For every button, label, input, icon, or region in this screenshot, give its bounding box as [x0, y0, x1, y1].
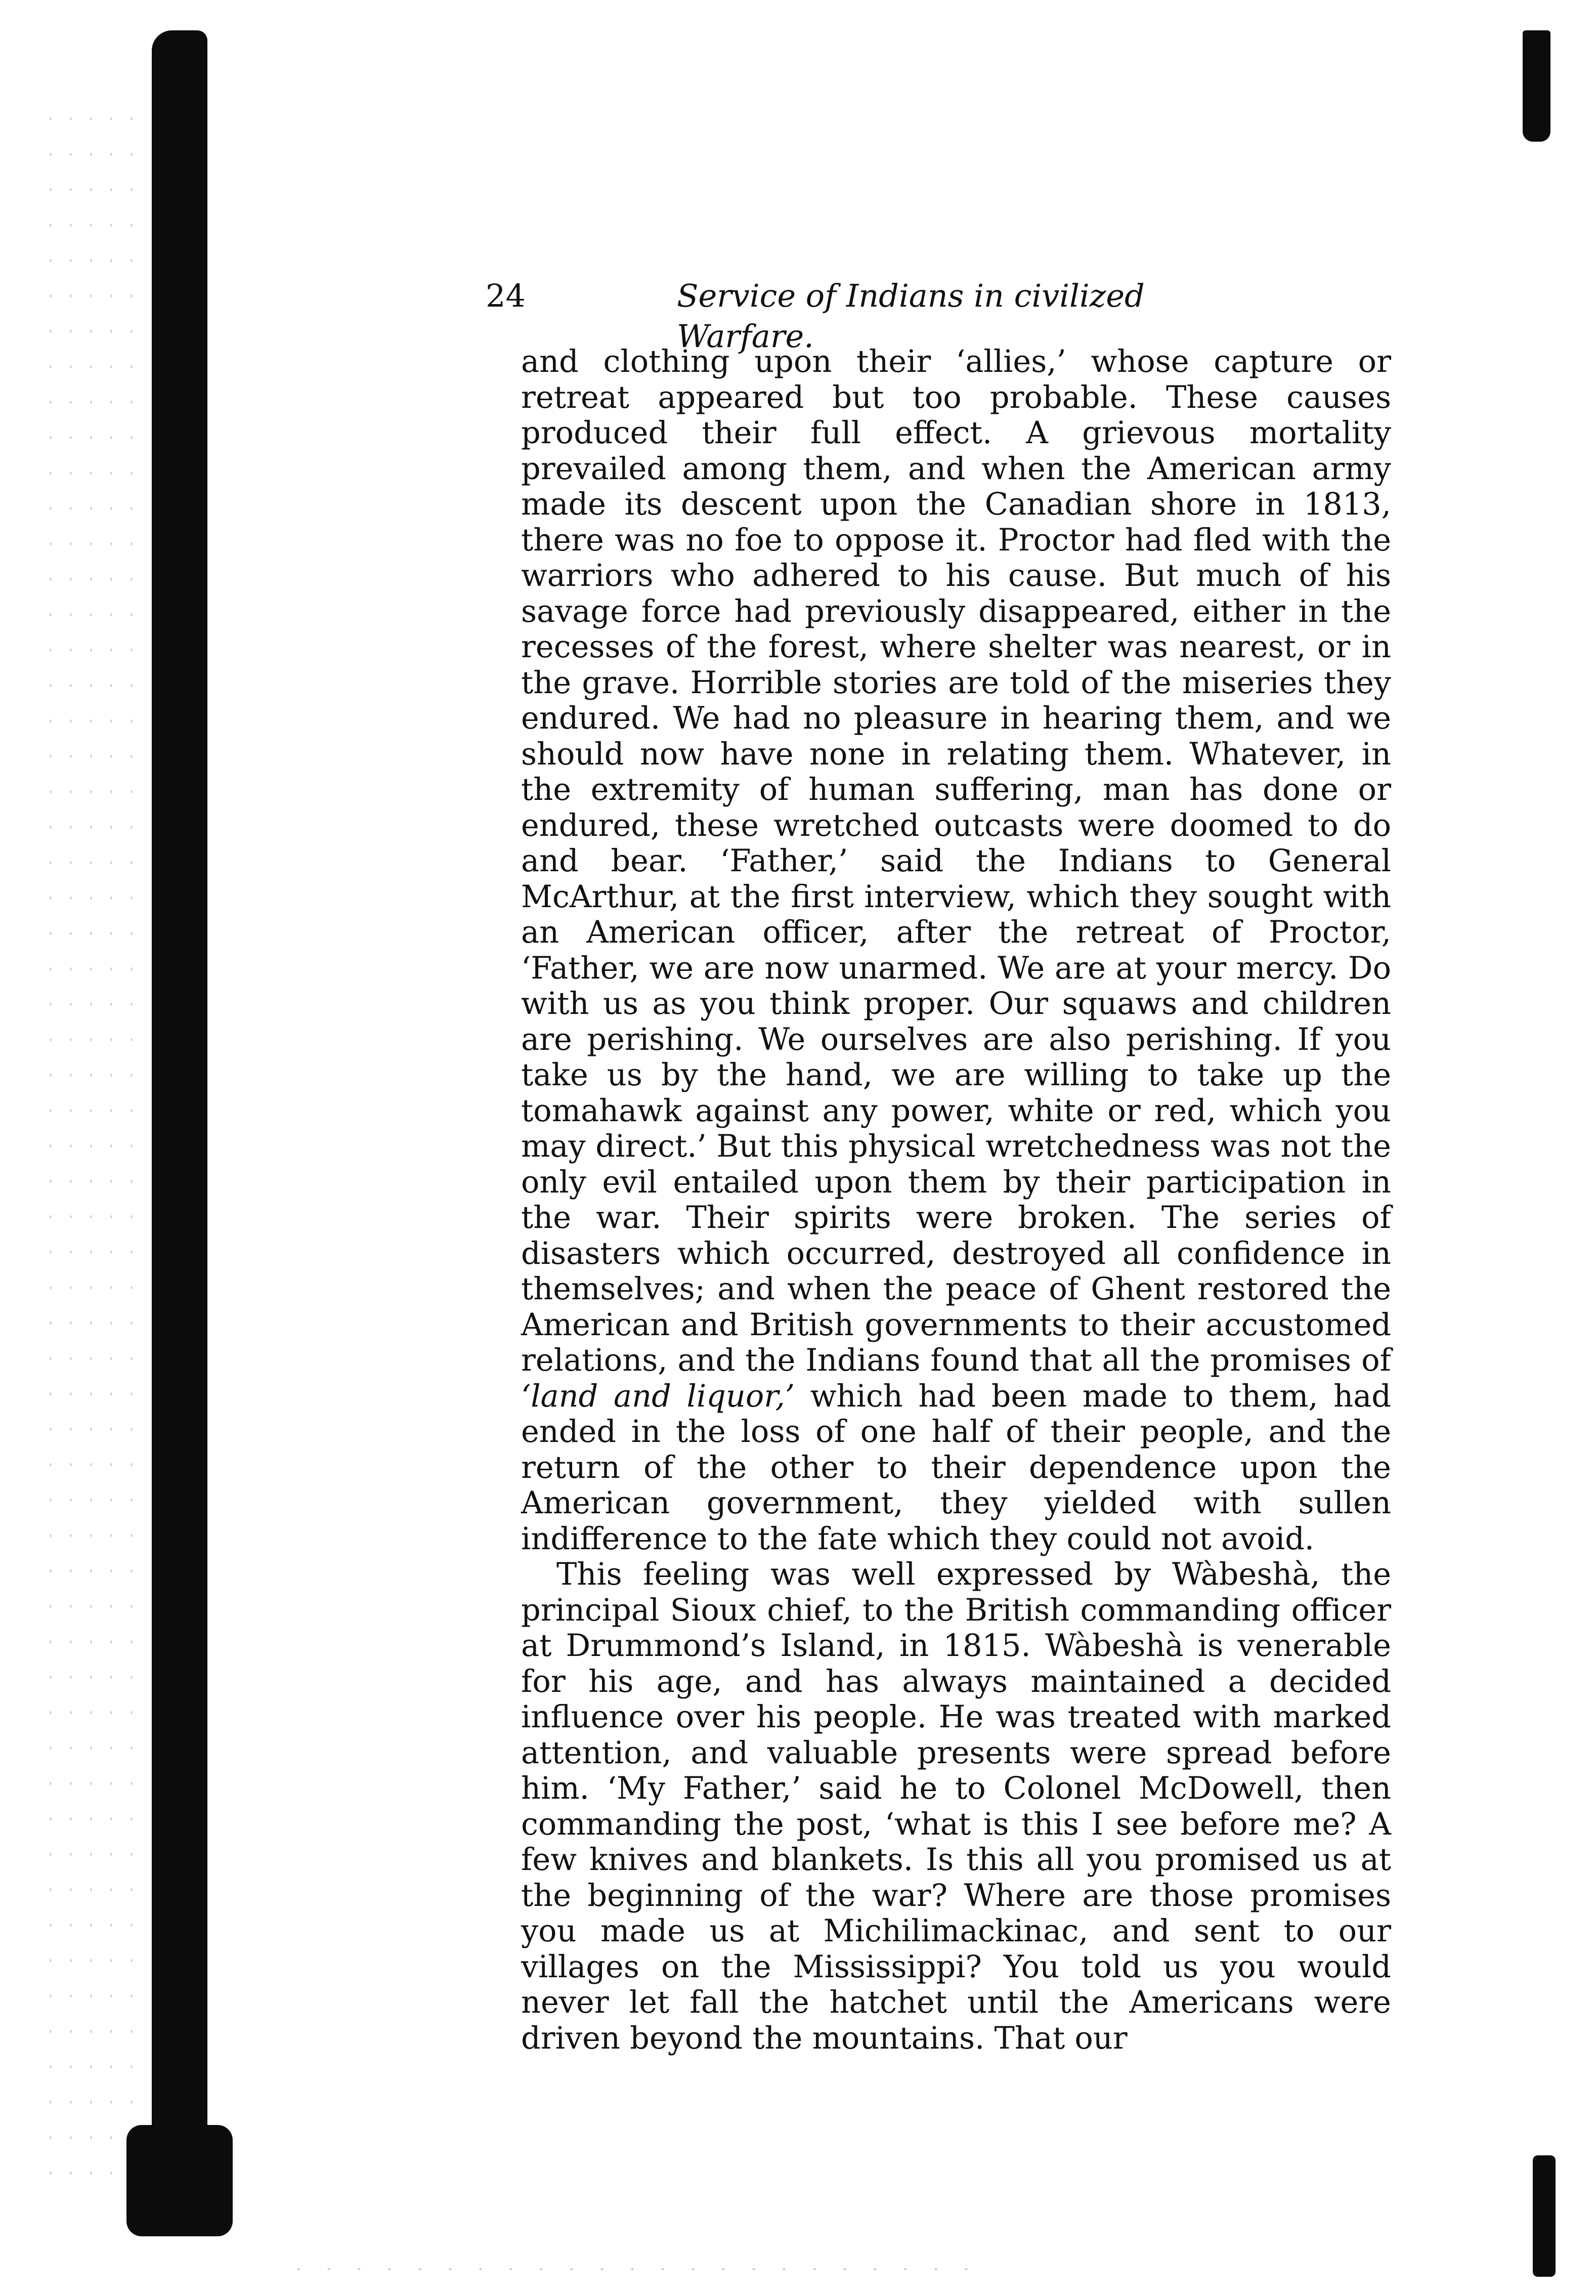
running-head — [486, 276, 1285, 355]
running-title: Service of Indians in civilized Warfare. — [677, 277, 1145, 355]
scan-edge-mark-top — [1523, 30, 1550, 142]
paragraph-1 — [521, 344, 1391, 1557]
book-spine-shadow — [152, 30, 207, 2206]
paragraph-2: This feeling was well expressed by Wàbeshà, the principal Sioux chief, to the British commanding officer at Drummond’s Island, in 1815. Wàbeshà is venerable for his age, and has always maintained a decided influence over his people. He was treated with marked attention, and valuable presents were spread before him. ‘My Father,’ said he to Colonel McDowell, then commanding the post, ‘what is this I see before me? A few knives and blankets. Is this all you promised us at the beginning of the war? Where are those promises you made us at Michilimackinac, and sent to our villages on the Mississippi? You told us you would never let fall the hatchet until the Americans were driven beyond the mountains. That our — [521, 1557, 1391, 2056]
scan-edge-mark-bottom — [1533, 2155, 1556, 2277]
page-number: 24 — [486, 277, 526, 314]
book-spine-shadow-bottom — [126, 2125, 233, 2236]
paragraph-1-text: and clothing upon their ‘allies,’ whose capture or retreat appeared but too probable. These causes produced their full effect. A grievous mortality prevailed among them, and when the American army made its descent upon the Canadian shore in 1813, there was no foe to oppose it. Proctor had fled with the warriors who adhered to his cause. But much of his savage force had previously disappeared, either in the recesses of the forest, where shelter was nearest, or in the grave. Horrible stories are told of the miseries they endured. We had no pleasure in hearing them, and we should now have none in relating them. Whatever, in the extremity of human suffering, man has done or endured, these wretched outcasts were doomed to do and bear. ‘Father,’ said the Indians to General McArthur, at the first interview, which they sought with an American officer, after the retreat of Proctor, ‘Father, we are now unarmed. We are at your mercy. Do with us as you think proper. Our squaws and children are perishing. We ourselves are also perishing. If you take us by the hand, we are willing to take up the tomahawk against any power, white or red, which you may direct.’ But this physical wretchedness was not the only evil entailed upon them by their participation in the war. Their spirits were broken. The series of disasters which occurred, destroyed all confidence in themselves; and when the peace of Ghent restored the American and British governments to their accustomed relations, and the Indians found that all the promises of — [521, 344, 1391, 1378]
paragraph-1-end: which had been made to them, had ended in the loss of one half of their people, and the return of the other to their dependence upon the American government, they yielded with sullen indifference to the fate which they could not avoid. — [521, 1378, 1391, 1557]
paragraph-1-italic: ‘land and liquor,’ — [521, 1378, 795, 1414]
bottom-specks — [283, 2262, 991, 2277]
text-block — [521, 344, 1391, 2056]
gutter-specks — [40, 101, 142, 2176]
